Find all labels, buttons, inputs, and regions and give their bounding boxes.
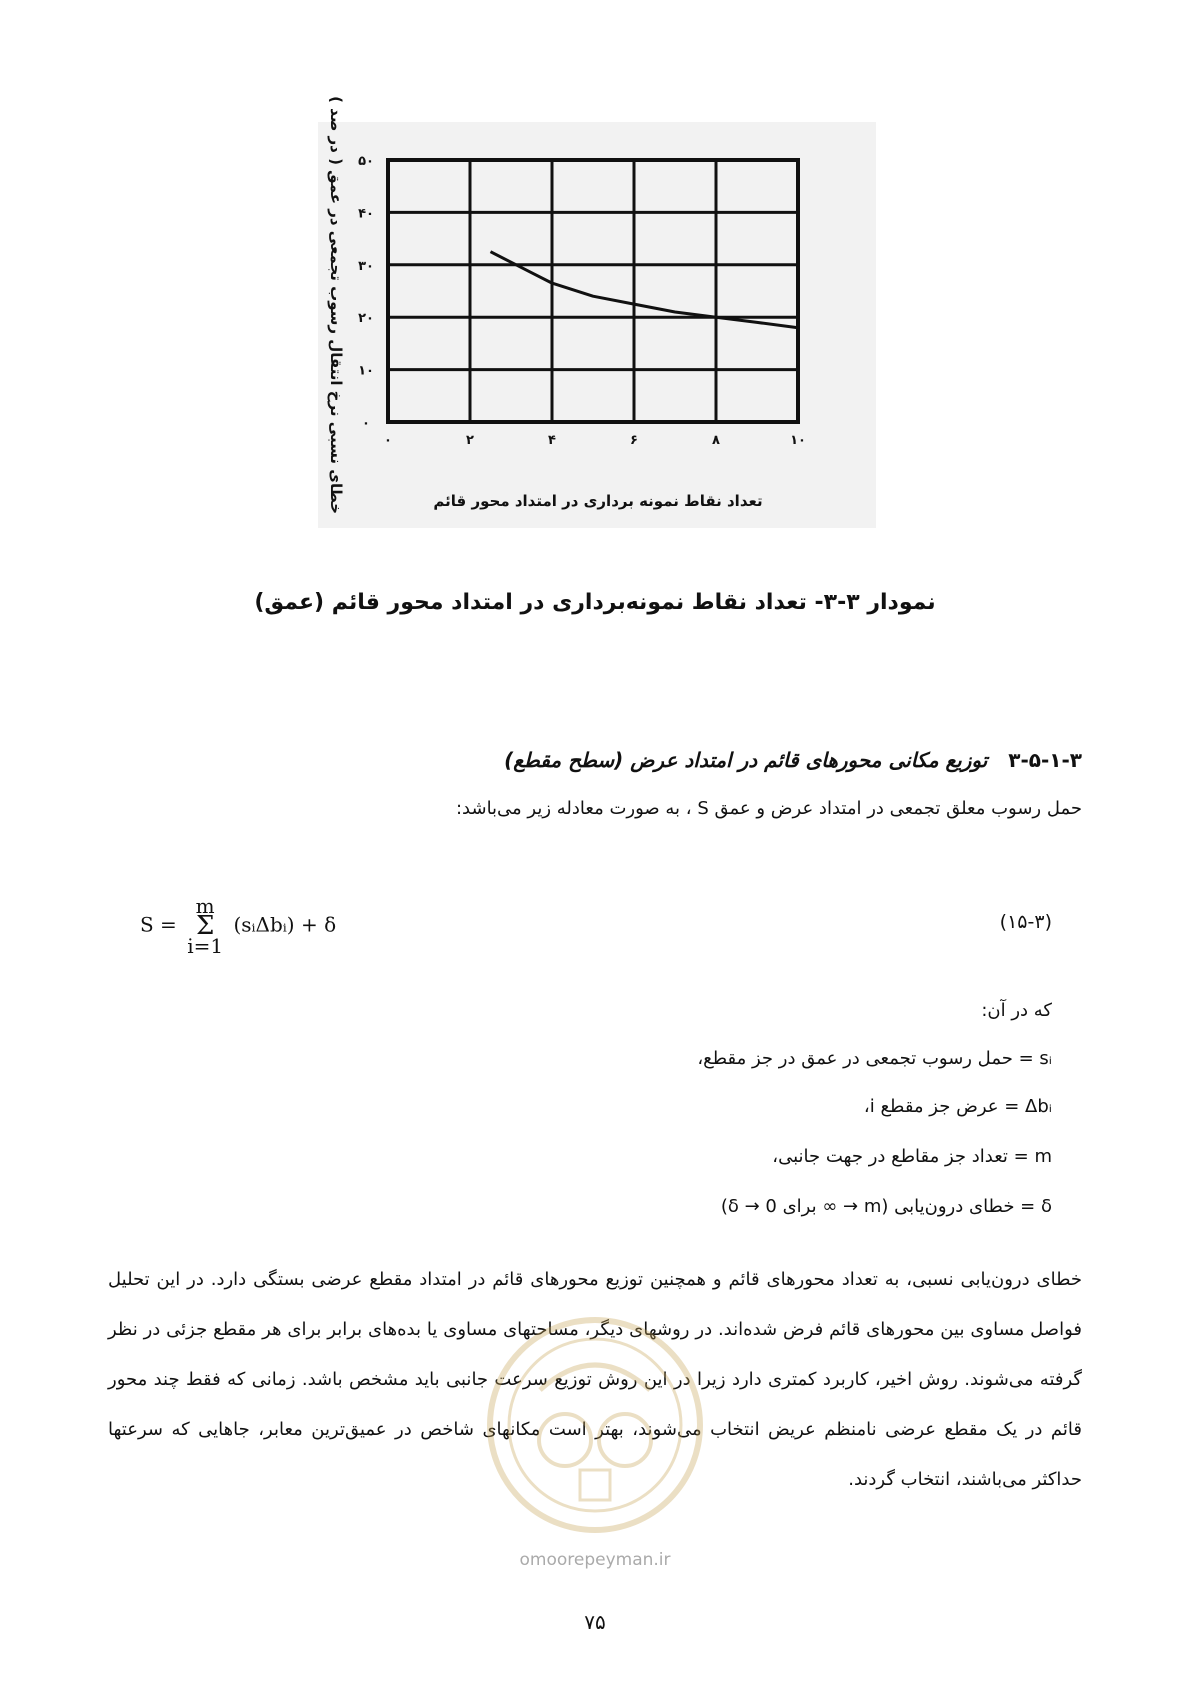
chart-x-tick-label: ۱۰ [790, 433, 806, 448]
equation-rhs: (sᵢΔbᵢ) + δ [233, 912, 337, 937]
chart-y-axis-label: خطای نسبی نرخ انتقال رسوب تجمعی در عمق ( در صد ) [327, 96, 345, 514]
section-title: توزیع مکانی محورهای قائم در امتداد عرض (سطح مقطع) [504, 748, 988, 772]
chart-x-tick-label: ۲ [466, 433, 474, 448]
chart-y-tick-label: ۰ [362, 416, 370, 431]
section-heading [182, 748, 1082, 772]
intro-paragraph: حمل رسوب معلق تجمعی در امتداد عرض و عمق S ، به صورت معادله زیر می‌باشد: [455, 798, 1082, 819]
chart-y-tick-label: ۲۰ [358, 311, 374, 327]
equation-lhs: S = [140, 912, 177, 937]
chart-frame [388, 160, 798, 422]
definition-item: sᵢ = حمل رسوب تجمعی در عمق در جز مقطع، [697, 1048, 1052, 1069]
sum-lower-limit: i=1 [187, 934, 224, 958]
watermark-url: omoorepeyman.ir [519, 1550, 671, 1570]
definition-item: δ = خطای درون‌یابی (m → ∞ برای δ → 0) [720, 1196, 1052, 1217]
definition-item: Δbᵢ = عرض جز مقطع i، [863, 1096, 1052, 1117]
chart-x-tick-label: ۶ [630, 433, 638, 448]
chart-y-tick-label: ۴۰ [358, 206, 374, 222]
chart [318, 96, 876, 528]
equation-number: (۱۵-۳) [999, 911, 1052, 933]
chart-y-tick-label: ۳۰ [358, 258, 374, 274]
chart-plot [318, 96, 876, 528]
page-number: ۷۵ [584, 1610, 606, 1634]
where-label: که در آن: [981, 1000, 1052, 1021]
chart-y-tick-label: ۱۰ [358, 363, 374, 379]
equation [140, 894, 337, 958]
sum-upper-limit: m [195, 894, 215, 918]
chart-x-tick-label: ۴ [548, 433, 556, 448]
watermark-seal-icon [480, 1310, 710, 1540]
chart-x-axis-label: تعداد نقاط نمونه برداری در امتداد محور قائم [433, 492, 763, 510]
definition-item: m = تعداد جز مقاطع در جهت جانبی، [772, 1146, 1052, 1167]
chart-x-tick-label: ۰ [384, 433, 392, 448]
figure-caption: نمودار ۳-۳- تعداد نقاط نمونه‌برداری در امتداد محور قائم (عمق) [254, 590, 936, 615]
section-number: ۳-۵-۱-۳ [1008, 748, 1082, 772]
body-paragraph: خطای درون‌یابی نسبی، به تعداد محورهای قائم و همچنین توزیع محورهای قائم در امتداد مقطع عرضی بستگی دارد. در این تحلیل فواصل مساوی بین محورهای قائم فرض شده‌اند. در روشهای دیگر، مساحتهای مساوی یا بده‌های برابر برای هر مقطع جزئی در نظر گرفته می‌شوند. روش اخیر، کاربرد کمتری دارد زیرا در این روش توزیع سرعت جانبی باید مشخص باشد. زمانی که فقط چند محور قائم در یک مقطع عرضی نامنظم عریض انتخاب می‌شوند، بهتر است مکانهای شاخص در عمیق‌ترین معابر، جاهایی که سرعتها حداکثر می‌باشند، انتخاب گردند. [108, 1269, 1082, 1490]
chart-y-tick-label: ۵۰ [358, 154, 374, 169]
chart-x-tick-label: ۸ [712, 433, 720, 448]
sum-symbol: Σ [195, 911, 215, 941]
summation [187, 894, 224, 958]
